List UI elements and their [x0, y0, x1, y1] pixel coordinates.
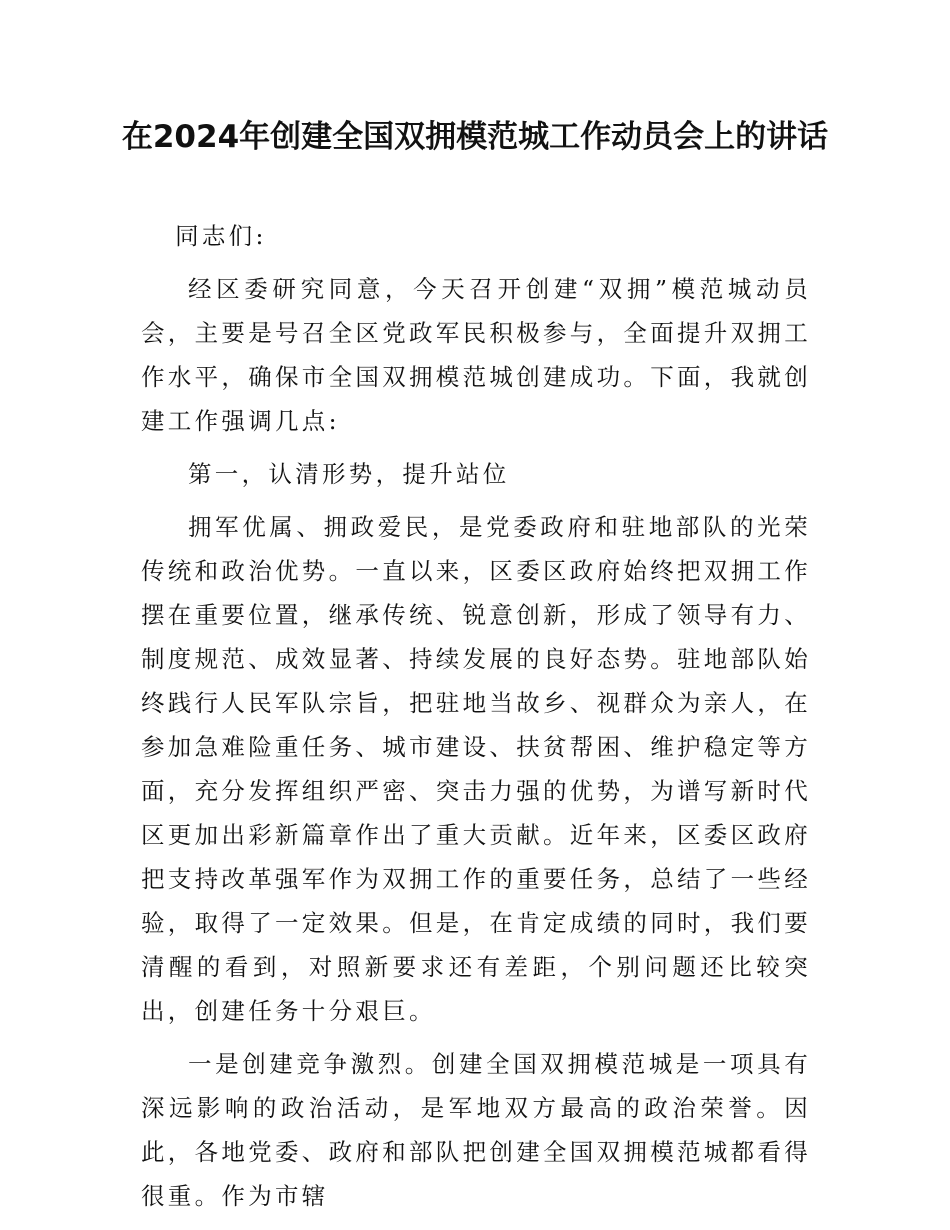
section-heading: 第一，认清形势，提升站位: [188, 460, 510, 488]
document-title: 在2024年创建全国双拥模范城工作动员会上的讲话: [121, 119, 829, 155]
intro-paragraph: 经区委研究同意，今天召开创建“双拥”模范城动员会，主要是号召全区党政军民积极参与，全面提升双拥工作水平，确保市全国双拥模范城创建成功。下面，我就创建工作强调几点:: [141, 275, 811, 435]
body-paragraph: 拥军优属、拥政爱民，是党委政府和驻地部队的光荣传统和政治优势。一直以来，区委区政府始终把双拥工作摆在重要位置，继承传统、锐意创新，形成了领导有力、制度规范、成效显著、持续发展的良好态势。驻地部队始终践行人民军队宗旨，把驻地当故乡、视群众为亲人，在参加急难险重任务、城市建设、扶贫帮困、维护稳定等方面，充分发挥组织严密、突击力强的优势，为谱写新时代区更加出彩新篇章作出了重大贡献。近年来，区委区政府把支持改革强军作为双拥工作的重要任务，总结了一些经验，取得了一定效果。但是，在肯定成绩的同时，我们要清醒的看到，对照新要求还有差距，个别问题还比较突出，创建任务十分艰巨。: [141, 513, 811, 1025]
body-paragraph: 一是创建竞争激烈。创建全国双拥模范城是一项具有深远影响的政治活动，是军地双方最高的政治荣誉。因此，各地党委、政府和部队把创建全国双拥模范城都看得很重。作为市辖: [141, 1050, 811, 1210]
salutation-paragraph: 同志们:: [175, 222, 267, 250]
document-body: [141, 214, 811, 1227]
